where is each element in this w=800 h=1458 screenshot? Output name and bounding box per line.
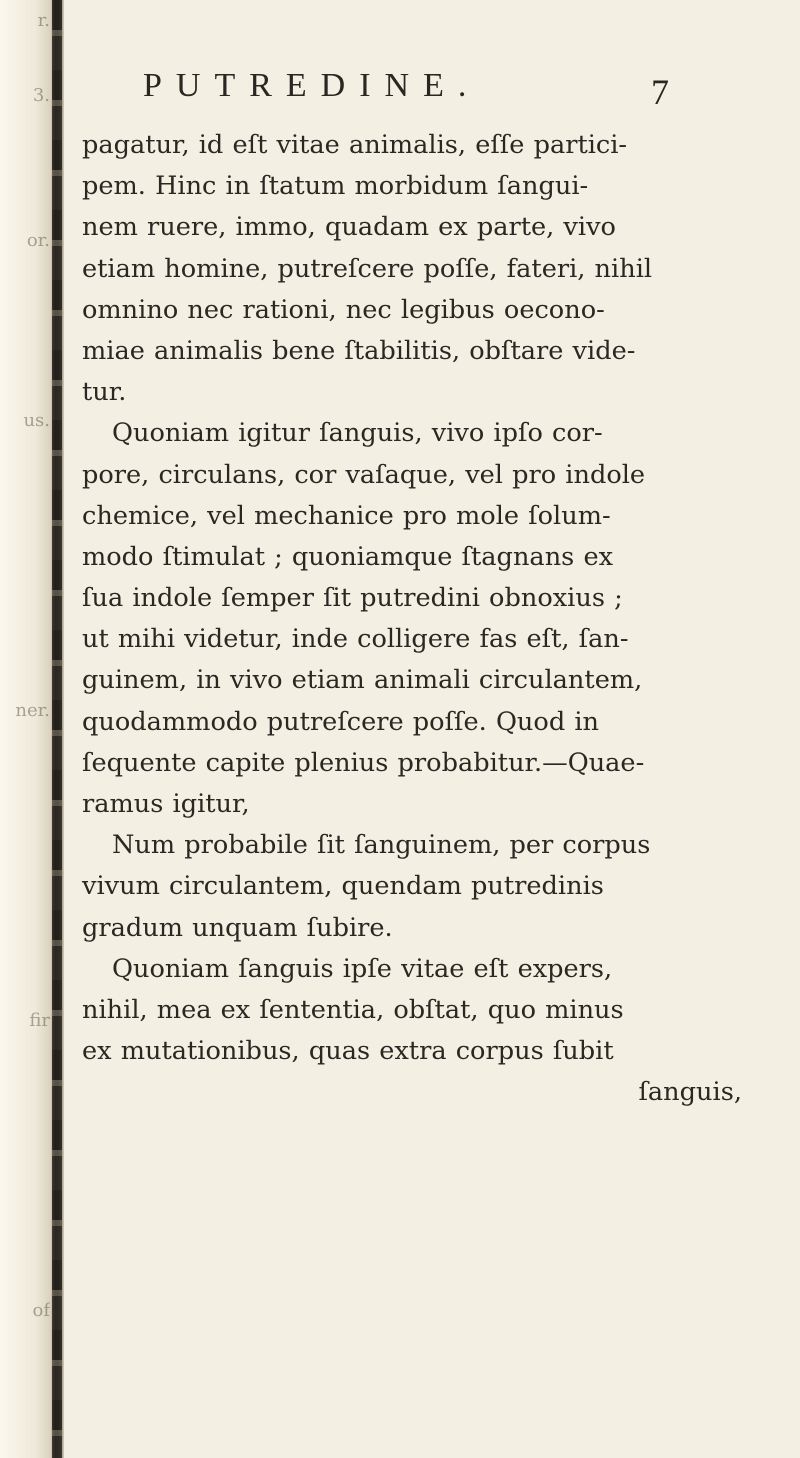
text-line: nihil, mea ex ſententia, obſtat, quo minus xyxy=(82,994,624,1025)
bleed-through-fragment: or. xyxy=(26,230,50,251)
bleed-through-fragment: r. xyxy=(37,10,50,31)
text-line: tur. xyxy=(82,377,127,408)
text-line: guinem, in vivo etiam animali circulantem, xyxy=(82,665,643,696)
text-line: pagatur, id eſt vitae animalis, eſſe partici- xyxy=(82,130,628,160)
text-line: ut mihi videtur, inde colligere fas eſt, ſan- xyxy=(82,624,629,655)
text-line: nem ruere, immo, quadam ex parte, vivo xyxy=(82,212,616,243)
text-line: quodammodo putreſcere poſſe. Quod in xyxy=(82,706,600,737)
binding-shadow xyxy=(52,0,62,1458)
text-line: etiam homine, putreſcere poſſe, fateri, nihil xyxy=(82,253,653,284)
text-line: ramus igitur, xyxy=(82,789,250,819)
catchword: ſanguis, xyxy=(638,1077,742,1108)
text-line: chemice, vel mechanice pro mole ſolum- xyxy=(82,500,611,531)
page-number: 7 xyxy=(651,72,669,112)
page-header xyxy=(143,67,703,112)
text-line: ex mutationibus, quas extra corpus ſubit xyxy=(82,1036,614,1067)
bleed-through-fragment: 3. xyxy=(32,85,50,106)
bleed-through-fragment: us. xyxy=(23,410,50,431)
body-text xyxy=(82,125,742,1114)
bleed-through-fragment: of xyxy=(32,1300,50,1321)
bleed-through-fragment: fir xyxy=(29,1010,50,1031)
question-line: vivum circulantem, quendam putredinis xyxy=(82,871,604,902)
paragraph-start-line: Quoniam ſanguis ipſe vitae eſt expers, xyxy=(112,953,613,984)
text-line: pem. Hinc in ſtatum morbidum ſangui- xyxy=(82,171,589,202)
question-line: gradum unquam ſubire. xyxy=(82,912,393,943)
question-line: Num probabile ſit ſanguinem, per corpus xyxy=(112,830,651,861)
text-line: ſequente capite plenius probabitur.—Quae- xyxy=(82,747,645,778)
text-line: pore, circulans, cor vaſaque, vel pro indole xyxy=(82,459,646,490)
text-line: omnino nec rationi, nec legibus oecono- xyxy=(82,294,605,325)
text-line: miae animalis bene ſtabilitis, obſtare vide- xyxy=(82,335,636,366)
paragraph-start-line: Quoniam igitur ſanguis, vivo ipſo cor- xyxy=(112,418,603,449)
running-title: PUTREDINE. xyxy=(143,67,481,104)
text-line: modo ſtimulat ; quoniamque ſtagnans ex xyxy=(82,541,614,572)
text-line: ſua indole ſemper ſit putredini obnoxius ; xyxy=(82,583,623,614)
bleed-through-fragment: ner. xyxy=(15,700,50,721)
